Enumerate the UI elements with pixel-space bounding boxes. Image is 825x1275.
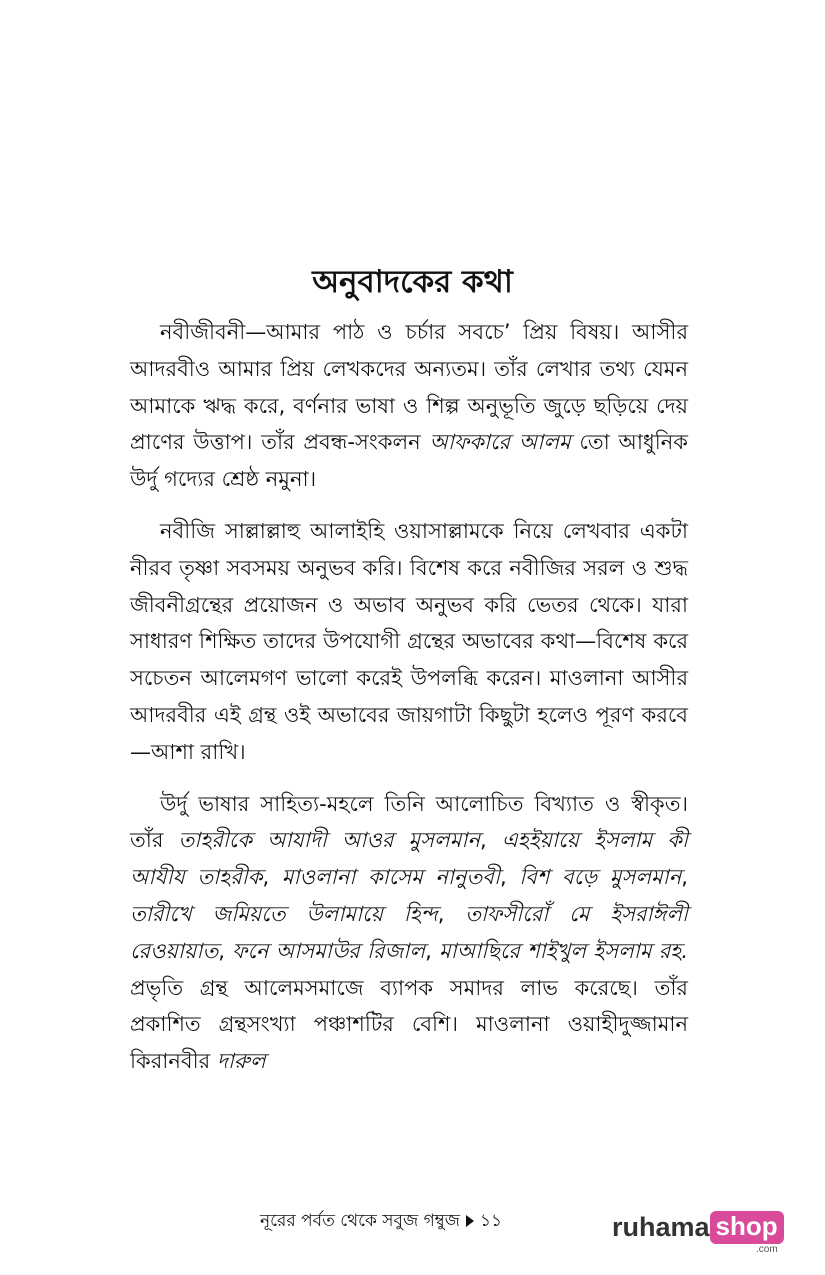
paragraph-text: , xyxy=(218,938,233,963)
paragraph-text: নবীজি সাল্লাল্লাহু আলাইহি ওয়াসাল্লামকে নিয়ে লেখবার একটা নীরব তৃষ্ণা সবসময় অনুভব করি। বিশেষ করে নবীজির সরল ও শুদ্ধ জীবনীগ্রন্থের প্রয়োজন ও অভাব অনুভব করি ভেতর থেকে। যারা সাধারণ শিক্ষিত তাদের উপযোগী গ্রন্থের অভাবের কথা—বিশেষ করে সচেতন আলেমগণ ভালো করেই উপলব্ধি করেন। মাওলানা আসীর আদরবীর এই গ্রন্থ ওই অভাবের জায়গাটা কিছুটা হলেও পূরণ করবে—আশা রাখি। xyxy=(130,518,688,764)
body-paragraph xyxy=(130,314,688,498)
paragraph-text: , xyxy=(437,901,466,926)
paragraph-text: , xyxy=(262,865,282,890)
body-paragraph xyxy=(130,513,688,771)
italic-book-title: এহইয়ায়ে ইসলাম কী আযীয তাহরীক xyxy=(130,828,688,890)
italic-book-title: তারীখে জমিয়তে উলামায়ে হিন্দ xyxy=(130,901,438,926)
italic-book-title: তাফসীরোঁ মে ইসরাঈলী রেওয়ায়াত xyxy=(130,901,688,963)
paragraph-text: , xyxy=(479,828,502,853)
paragraph-text: উর্দু ভাষার সাহিত্য-মহলে তিনি আলোচিত বিখ্যাত ও স্বীকৃত। তাঁর xyxy=(130,791,688,853)
footer-book-title: নূরের পর্বত থেকে সবুজ গম্বুজ xyxy=(260,1211,460,1231)
page-footer xyxy=(260,1208,502,1236)
paragraph-text: , xyxy=(681,865,688,890)
italic-book-title: বিশ বড়ে মুসলমান xyxy=(519,865,682,890)
paragraph-text: নবীজীবনী—আমার পাঠ ও চর্চার সবচে’ প্রিয় বিষয়। আসীর আদরবীও আমার প্রিয় লেখকদের অন্যতম। তাঁর লেখার তথ্য যেমন আমাকে ঋদ্ধ করে, বর্ণনার ভাষা ও শিল্প অনুভূতি জুড়ে ছড়িয়ে দেয় প্রাণের উত্তাপ। তাঁর প্রবন্ধ-সংকলন xyxy=(130,320,688,455)
ruhamashop-logo xyxy=(612,1211,784,1255)
body-text xyxy=(130,314,688,1095)
logo-brand-text: ruhama xyxy=(612,1212,710,1242)
logo-domain: .com xyxy=(755,1244,778,1255)
body-paragraph xyxy=(130,786,688,1080)
italic-book-title: দারুল xyxy=(216,1049,266,1074)
italic-book-title: মাওলানা কাসেম নানুতবী xyxy=(281,865,500,890)
italic-book-title: আফকারে আলম xyxy=(429,430,571,455)
page-title: অনুবাদকের কথা xyxy=(312,264,513,300)
italic-book-title: ফনে আসমাউর রিজাল xyxy=(232,938,426,963)
logo-shop-badge: shop xyxy=(710,1211,784,1244)
italic-book-title: তাহরীকে আযাদী আওর মুসলমান xyxy=(178,828,480,853)
italic-book-title: মাআছিরে শাইখুল ইসলাম রহ. xyxy=(438,938,688,963)
paragraph-text: তো আধুনিক উর্দু গদ্যের শ্রেষ্ঠ নমুনা। xyxy=(130,430,688,492)
paragraph-text: , xyxy=(425,938,439,963)
page-number: ১১ xyxy=(479,1211,503,1231)
paragraph-text: , xyxy=(499,865,520,890)
paragraph-text: প্রভৃতি গ্রন্থ আলেমসমাজে ব্যাপক সমাদর লাভ করেছে। তাঁর প্রকাশিত গ্রন্থসংখ্যা পঞ্চাশটির বেশি। মাওলানা ওয়াহীদুজ্জামান কিরানবীর xyxy=(130,975,688,1074)
triangle-marker-icon xyxy=(466,1215,474,1227)
